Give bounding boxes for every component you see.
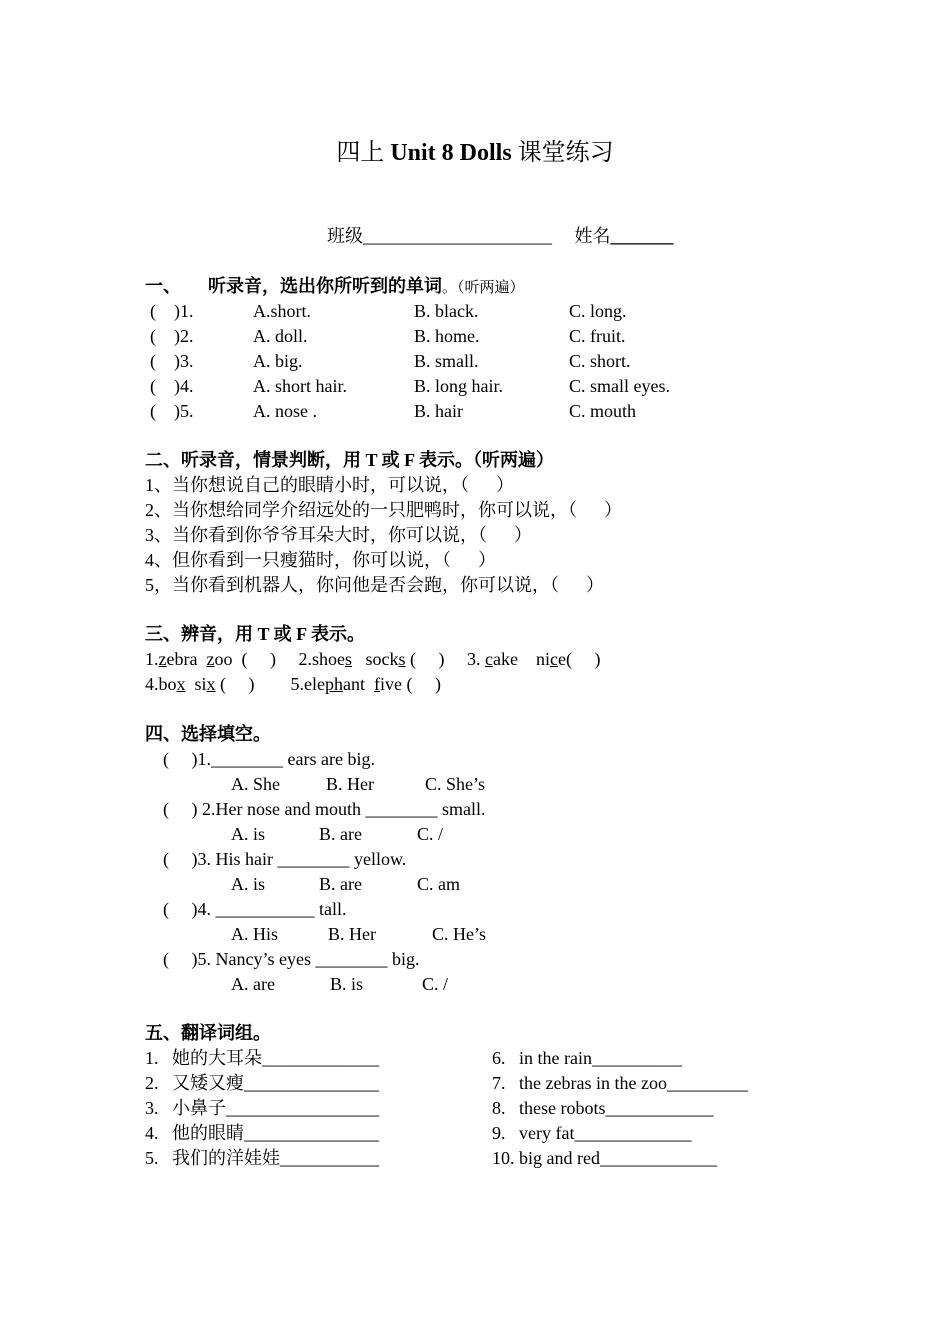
option-a: A. is [231,874,266,894]
phonics-text: ( ) 5.ele [215,674,325,694]
phonics-text: ( ) 3. [405,649,485,669]
option-b: B. long hair. [414,376,503,396]
option-b: B. Her [326,774,374,794]
phonics-underlined: ph [324,674,343,694]
phonics-underlined: s [398,649,406,669]
phonics-line-1[interactable] [145,647,600,671]
phonics-text: ant [342,674,374,694]
option-b: B. home. [414,326,480,346]
question-text[interactable]: ( )4. ___________ tall. [163,899,347,919]
phonics-underlined: c [549,649,558,669]
phonics-text: ake ni [493,649,550,669]
section-3-heading: 三、辨音，用 T 或 F 表示。 [145,624,366,644]
phonics-underlined: x [206,674,216,694]
section-2-heading: 二、听录音，情景判断，用 T 或 F 表示。（听两遍） [145,450,555,470]
judgement-item[interactable]: 1、当你想说自己的眼睛小时，可以说，（ ） [145,475,514,495]
phonics-underlined: z [158,649,167,669]
option-c: C. short. [569,351,631,371]
item-number[interactable]: ( )1. [150,301,194,321]
section-1-note: 。（听两遍） [442,280,525,296]
phonics-text: ebra [166,649,207,669]
name-label: 姓名 [574,226,611,246]
translation-item[interactable]: 6. in the rain__________ [492,1048,682,1068]
option-b: B. black. [414,301,479,321]
title-prefix: 四上 [336,140,385,166]
name-blank[interactable]: _______ [610,226,674,246]
option-c: C. mouth [569,401,637,421]
phonics-text: e( ) [557,649,601,669]
option-b: B. small. [414,351,479,371]
phonics-underlined: f [373,674,380,694]
phonics-text: 1. [145,649,159,669]
translation-item[interactable]: 2. 又矮又瘦_______________ [145,1073,379,1093]
question-text[interactable]: ( )5. Nancy’s eyes ________ big. [163,949,420,969]
option-c: C. / [417,824,444,844]
translation-item[interactable]: 8. these robots____________ [492,1098,714,1118]
phonics-underlined: x [176,674,186,694]
option-a: A. is [231,824,266,844]
option-c: C. She’s [425,774,486,794]
item-number[interactable]: ( )5. [150,401,194,421]
phonics-text: 4.bo [145,674,177,694]
option-c: C. fruit. [569,326,626,346]
option-c: C. am [417,874,460,894]
option-a: A. doll. [253,326,308,346]
translation-item[interactable]: 4. 他的眼睛_______________ [145,1123,379,1143]
translation-item[interactable]: 5. 我们的洋娃娃___________ [145,1148,379,1168]
option-c: C. small eyes. [569,376,670,396]
class-blank[interactable]: _____________________ [363,226,552,246]
translation-item[interactable]: 7. the zebras in the zoo_________ [492,1073,748,1093]
translation-item[interactable]: 1. 她的大耳朵_____________ [145,1048,379,1068]
option-a: A. nose . [253,401,317,421]
phonics-line-2[interactable] [145,672,441,696]
title-suffix: 课堂练习 [517,140,614,166]
option-b: B. are [319,874,362,894]
option-c: C. / [422,974,449,994]
phonics-underlined: z [206,649,215,669]
title-main: Unit 8 Dolls [384,140,518,166]
option-b: B. hair [414,401,463,421]
judgement-item[interactable]: 2、当你想给同学介绍远处的一只肥鸭时，你可以说，（ ） [145,500,622,520]
option-a: A. are [231,974,275,994]
phonics-text: si [185,674,207,694]
phonics-underlined: c [485,649,493,669]
page-title [0,132,950,167]
option-a: A. She [231,774,280,794]
translation-item[interactable]: 3. 小鼻子_________________ [145,1098,379,1118]
option-a: A. big. [253,351,303,371]
option-c: C. He’s [432,924,486,944]
judgement-item[interactable]: 4、但你看到一只瘦猫时，你可以说，（ ） [145,550,496,570]
class-label: 班级 [327,226,363,246]
phonics-underlined: s [344,649,352,669]
option-b: B. are [319,824,362,844]
option-a: A. short hair. [253,376,347,396]
judgement-item[interactable]: 5，当你看到机器人，你问他是否会跑，你可以说，（ ） [145,575,604,595]
item-number[interactable]: ( )3. [150,351,194,371]
question-text[interactable]: ( )3. His hair ________ yellow. [163,849,407,869]
option-a: A. His [231,924,279,944]
item-number[interactable]: ( )4. [150,376,194,396]
phonics-text: oo ( ) 2.shoe [214,649,345,669]
question-text[interactable]: ( ) 2.Her nose and mouth ________ small. [163,799,486,819]
class-name-line [327,224,674,248]
option-b: B. is [330,974,364,994]
question-text[interactable]: ( )1.________ ears are big. [163,749,375,769]
translation-item[interactable]: 10. big and red_____________ [492,1148,717,1168]
option-a: A.short. [253,301,311,321]
option-b: B. Her [328,924,376,944]
judgement-item[interactable]: 3、当你看到你爷爷耳朵大时，你可以说，（ ） [145,525,532,545]
section-4-heading: 四、选择填空。 [145,724,271,744]
section-5-heading: 五、翻译词组。 [145,1023,271,1043]
section-1-title: 一、 听录音，选出你所听到的单词 [145,276,442,296]
section-1-heading [145,274,525,300]
item-number[interactable]: ( )2. [150,326,194,346]
phonics-text: sock [351,649,399,669]
option-c: C. long. [569,301,627,321]
translation-item[interactable]: 9. very fat_____________ [492,1123,692,1143]
phonics-text: ive ( ) [379,674,441,694]
